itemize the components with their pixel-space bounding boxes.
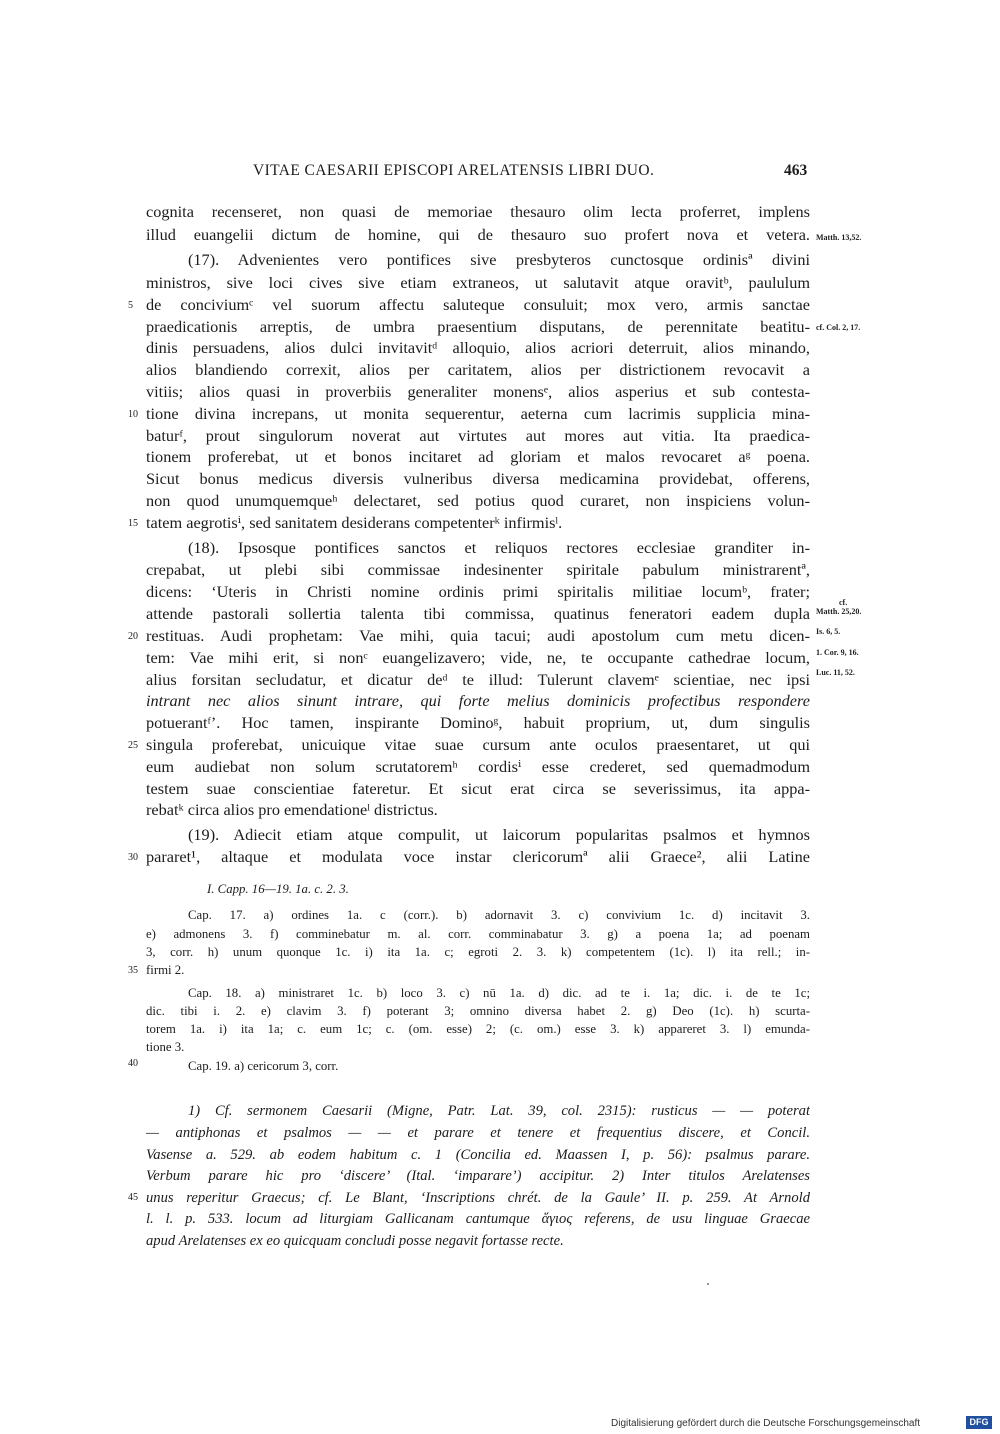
text-line: intrant nec alios sinunt intrare, qui forte melius dominicis profectibus respondere (146, 691, 810, 710)
text-line: crepabat, ut plebi sibi commissae indesinenter spiritale pabulum ministrarentª, (146, 560, 810, 579)
text-line: rebatᵏ circa alios pro emendationeˡ districtus. (146, 800, 438, 819)
page-number: 463 (784, 162, 808, 179)
margin-ref: Is. 6, 5. (816, 627, 841, 636)
text-line: attende pastorali sollertia talenta tibi commissa, quatinus feneratori eadem dupla (146, 604, 810, 623)
line-number: 5 (128, 300, 133, 311)
text-line: (19). Adiecit etiam atque compulit, ut laicorum popularitas psalmos et hymnos (188, 825, 810, 844)
text-line: tem: Vae mihi erit, si nonᶜ euangelizavero; vide, ne, te occupante cathedrae locum, (146, 648, 810, 667)
apparatus-line: dic. tibi i. 2. e) clavim 3. f) poterant 3; omnino diversa habet 2. g) Deo (1c). h) scurta- (146, 1004, 810, 1018)
text-line: cognita recenseret, non quasi de memoriae thesauro olim lecta proferret, implens (146, 202, 810, 221)
text-line: illud euangelii dictum de homine, qui de thesauro suo profert nova et vetera. (146, 225, 810, 244)
text-line: potuerantᶠ’. Hoc tamen, inspirante Dominoᵍ, habuit proprium, ut, dum singulis (146, 713, 810, 732)
line-number: 10 (128, 409, 138, 420)
footnote-line: 1) Cf. sermonem Caesarii (Migne, Patr. Lat. 39, col. 2315): rusticus — — poterat (188, 1103, 810, 1119)
text-line: non quod unumquemqueʰ delectaret, sed potius quod curaret, non inspiciens volun- (146, 491, 810, 510)
margin-ref: Matth. 25,20. (816, 607, 862, 616)
apparatus-line: I. Capp. 16—19. 1a. c. 2. 3. (207, 882, 349, 896)
text-line: baturᶠ, prout singulorum noverat aut virtutes aut mores aut vitia. Ita praedica- (146, 426, 810, 445)
footnote-line: Verbum parare hic pro ‘discere’ (Ital. ‘imparare’) accipitur. 2) Inter titulos Arelatenses (146, 1168, 810, 1184)
text-line: ministros, sive loci cives sive etiam extraneos, ut salutavit atque oravitᵇ, paululum (146, 273, 810, 292)
footnote-line-number: 45 (128, 1192, 138, 1203)
footnote-line: — antiphonas et psalmos — — et parare et tenere et frequentius discere, et Concil. (146, 1125, 810, 1141)
footnote-line: unus reperitur Graecus; cf. Le Blant, ‘Inscriptions chrét. de la Gaule’ II. p. 259. At Arnold (146, 1190, 810, 1206)
text-line: alios blandiendo correxit, alios per caritatem, alios per districtionem revocavit a (146, 360, 810, 379)
apparatus-line: torem 1a. i) ita 1a; c. eum 1c; c. (om. esse) 2; (c. om.) esse 3. k) appareret 3. l) emunda- (146, 1022, 810, 1036)
text-line: alius forsitan secludatur, et dicatur deᵈ te illud: Tulerunt clavemᵉ scientiae, nec ipsi (146, 670, 810, 689)
text-line: (17). Advenientes vero pontifices sive presbyteros cunctosque ordinisª divini (188, 250, 810, 269)
text-line: tionem proferebat, ut et bonos incitaret ad gloriam et malos revocaret aᵍ poena. (146, 447, 810, 466)
line-number: 15 (128, 518, 138, 529)
footnote-line: apud Arelatenses ex eo quicquam concludi posse negavit fortasse recte. (146, 1233, 564, 1249)
margin-ref: cf. Col. 2, 17. (816, 323, 861, 332)
apparatus-line: 3, corr. h) unum quonque 1c. i) ita 1a. c; egroti 2. 3. k) competentem (1c). l) ita rell.; in- (146, 945, 810, 959)
line-number: 25 (128, 740, 138, 751)
margin-ref: cf. (839, 598, 848, 607)
text-line: dinis persuadens, alios dulci invitavitᵈ alloquio, alios acriori deterruit, alios minando, (146, 338, 810, 357)
page-speck (707, 1283, 709, 1285)
dfg-logo: DFG (966, 1416, 992, 1429)
text-line: de conciviumᶜ vel suorum affectu saluteque consuluit; mox vero, armis sanctae (146, 295, 810, 314)
margin-ref: Luc. 11, 52. (816, 668, 855, 677)
text-line: dicens: ‘Uteris in Christi nomine ordinis primi spiritalis militiae locumᵇ, frater; (146, 582, 810, 601)
margin-ref: Matth. 13,52. (816, 233, 862, 242)
text-line: testem suae conscientiae fateretur. Et sicut erat circa se severissimus, ita appa- (146, 779, 810, 798)
apparatus-line: tione 3. (146, 1040, 185, 1054)
line-number: 30 (128, 852, 138, 863)
text-line: praedicationis arreptis, de umbra praesentium disputans, de perennitate beatitu- (146, 317, 810, 336)
footnote-line: Vasense a. 529. ab eodem habitum c. 1 (Concilia ed. Maassen I, p. 56): psalmus parare. (146, 1147, 810, 1163)
text-line: singula proferebat, unicuique vitae suae cursum ante oculos praesentaret, ut qui (146, 735, 810, 754)
apparatus-line: Cap. 18. a) ministraret 1c. b) loco 3. c) nū 1a. d) dic. ad te i. 1a; dic. i. de te 1c; (188, 986, 810, 1000)
apparatus-line: e) admonens 3. f) comminebatur m. al. corr. comminabatur 3. g) a poena 1a; ad poenam (146, 927, 810, 941)
footnote-line: l. l. p. 533. locum ad liturgiam Gallicanam cantumque ἅγιος referens, de usu linguae Graecae (146, 1211, 810, 1227)
text-line: (18). Ipsosque pontifices sanctos et reliquos rectores ecclesiae granditer in- (188, 538, 810, 557)
page-header-title: VITAE CAESARII EPISCOPI ARELATENSIS LIBRI DUO. (253, 162, 655, 179)
text-line: vitiis; alios quasi in proverbiis generaliter monensᵉ, alios asperius et sub contesta- (146, 382, 810, 401)
text-line: restituas. Audi prophetam: Vae mihi, quia tacui; audi apostolum cum metu dicen- (146, 626, 810, 645)
text-line: Sicut bonus medicus diversis vulneribus diversa medicamina providebat, offerens, (146, 469, 810, 488)
line-number: 20 (128, 631, 138, 642)
digitization-credit: Digitalisierung gefördert durch die Deutsche Forschungsgemeinschaft (611, 1418, 921, 1429)
apparatus-line: firmi 2. (146, 963, 185, 977)
apparatus-line-number: 40 (128, 1058, 138, 1069)
margin-ref: 1. Cor. 9, 16. (816, 648, 859, 657)
apparatus-line: Cap. 17. a) ordines 1a. c (corr.). b) adornavit 3. c) convivium 1c. d) incitavit 3. (188, 908, 810, 922)
text-line: pararet¹, altaque et modulata voce instar clericorumª alii Graece², alii Latine (146, 847, 810, 866)
text-line: eum audiebat non solum scrutatoremʰ cordisⁱ esse crederet, sed quemadmodum (146, 757, 810, 776)
apparatus-line: Cap. 19. a) cericorum 3, corr. (188, 1059, 339, 1073)
text-line: tatem aegrotisⁱ, sed sanitatem desiderans competenterᵏ infirmisˡ. (146, 513, 563, 532)
text-line: tione divina increpans, ut monita sequerentur, aeterna cum lacrimis supplicia mina- (146, 404, 810, 423)
apparatus-line-number: 35 (128, 965, 138, 976)
